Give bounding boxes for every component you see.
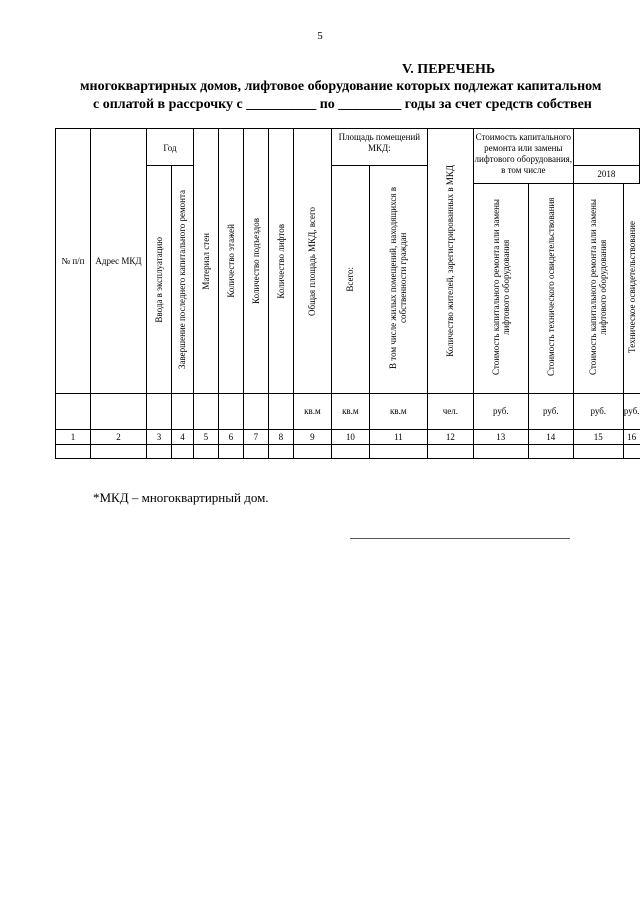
col-num-2: 2 [90, 430, 146, 445]
unit-c15: руб. [573, 394, 623, 430]
col-num-5: 5 [193, 430, 218, 445]
header-area-private: В том числе жилых помещений, находящихся в собственности граждан [369, 166, 427, 394]
header-year-2018: 2018 [573, 166, 639, 184]
col-num-8: 8 [268, 430, 293, 445]
document-title: V. ПЕРЕЧЕНЬ [402, 62, 496, 77]
header-year-group: Год [146, 129, 193, 166]
col-num-11: 11 [369, 430, 427, 445]
col-num-7: 7 [243, 430, 268, 445]
header-entrances: Количество подъездов [243, 129, 268, 394]
units-row [56, 394, 640, 430]
col-num-12: 12 [427, 430, 473, 445]
register-table-wrapper [55, 128, 640, 459]
header-residents: Количество жителей, зарегистрированных в МКД [427, 129, 473, 394]
col-num-4: 4 [171, 430, 193, 445]
col-num-16: 16 [623, 430, 639, 445]
document-subtitle-line-1: многоквартирных домов, лифтовое оборудование которых подлежат капитальном [80, 79, 602, 94]
unit-c12: чел. [427, 394, 473, 430]
unit-c14: руб. [528, 394, 573, 430]
column-number-row [56, 430, 640, 445]
col-num-15: 15 [573, 430, 623, 445]
header-floors: Количество этажей [218, 129, 243, 394]
header-address: Адрес МКД [90, 129, 146, 394]
header-wall-material: Материал стен [193, 129, 218, 394]
signature-line [350, 538, 570, 539]
unit-c13: руб. [473, 394, 528, 430]
header-year-commission: Ввода в эксплуатацию [146, 166, 171, 394]
col-num-9: 9 [293, 430, 331, 445]
col-num-1: 1 [56, 430, 91, 445]
unit-c10: кв.м [331, 394, 369, 430]
header-cost-repair-2018: Стоимость капитального ремонта или замены лифтового оборудования [573, 184, 623, 394]
page-number: 5 [317, 30, 323, 42]
header-elevators: Количество лифтов [268, 129, 293, 394]
unit-c9: кв.м [293, 394, 331, 430]
document-subtitle-line-2: с оплатой в рассрочку с __________ по _________ годы за счет средств собствен [93, 97, 592, 112]
header-total-area: Общая площадь МКД, всего [293, 129, 331, 394]
unit-c16: руб. [623, 394, 639, 430]
header-num: № п/п [56, 129, 91, 394]
register-table [55, 128, 640, 459]
header-year-repair: Завершение последнего капитального ремонта [171, 166, 193, 394]
header-cost-repair: Стоимость капитального ремонта или замены лифтового оборудования [473, 184, 528, 394]
header-area-group: Площадь помещений МКД: [331, 129, 427, 166]
header-cost-inspection: Стоимость технического освидетельствования [528, 184, 573, 394]
col-num-13: 13 [473, 430, 528, 445]
header-area-total: Всего: [331, 166, 369, 394]
header-cost-group: Стоимость капитального ремонта или замены лифтового оборудования, в том числе [473, 129, 573, 184]
header-blank-right [573, 129, 639, 166]
col-num-3: 3 [146, 430, 171, 445]
col-num-6: 6 [218, 430, 243, 445]
footnote: *МКД – многоквартирный дом. [93, 490, 269, 505]
empty-data-row [56, 445, 640, 459]
header-tech-inspection-2018: Техническое освидетельствование [623, 184, 639, 394]
col-num-10: 10 [331, 430, 369, 445]
col-num-14: 14 [528, 430, 573, 445]
unit-c11: кв.м [369, 394, 427, 430]
